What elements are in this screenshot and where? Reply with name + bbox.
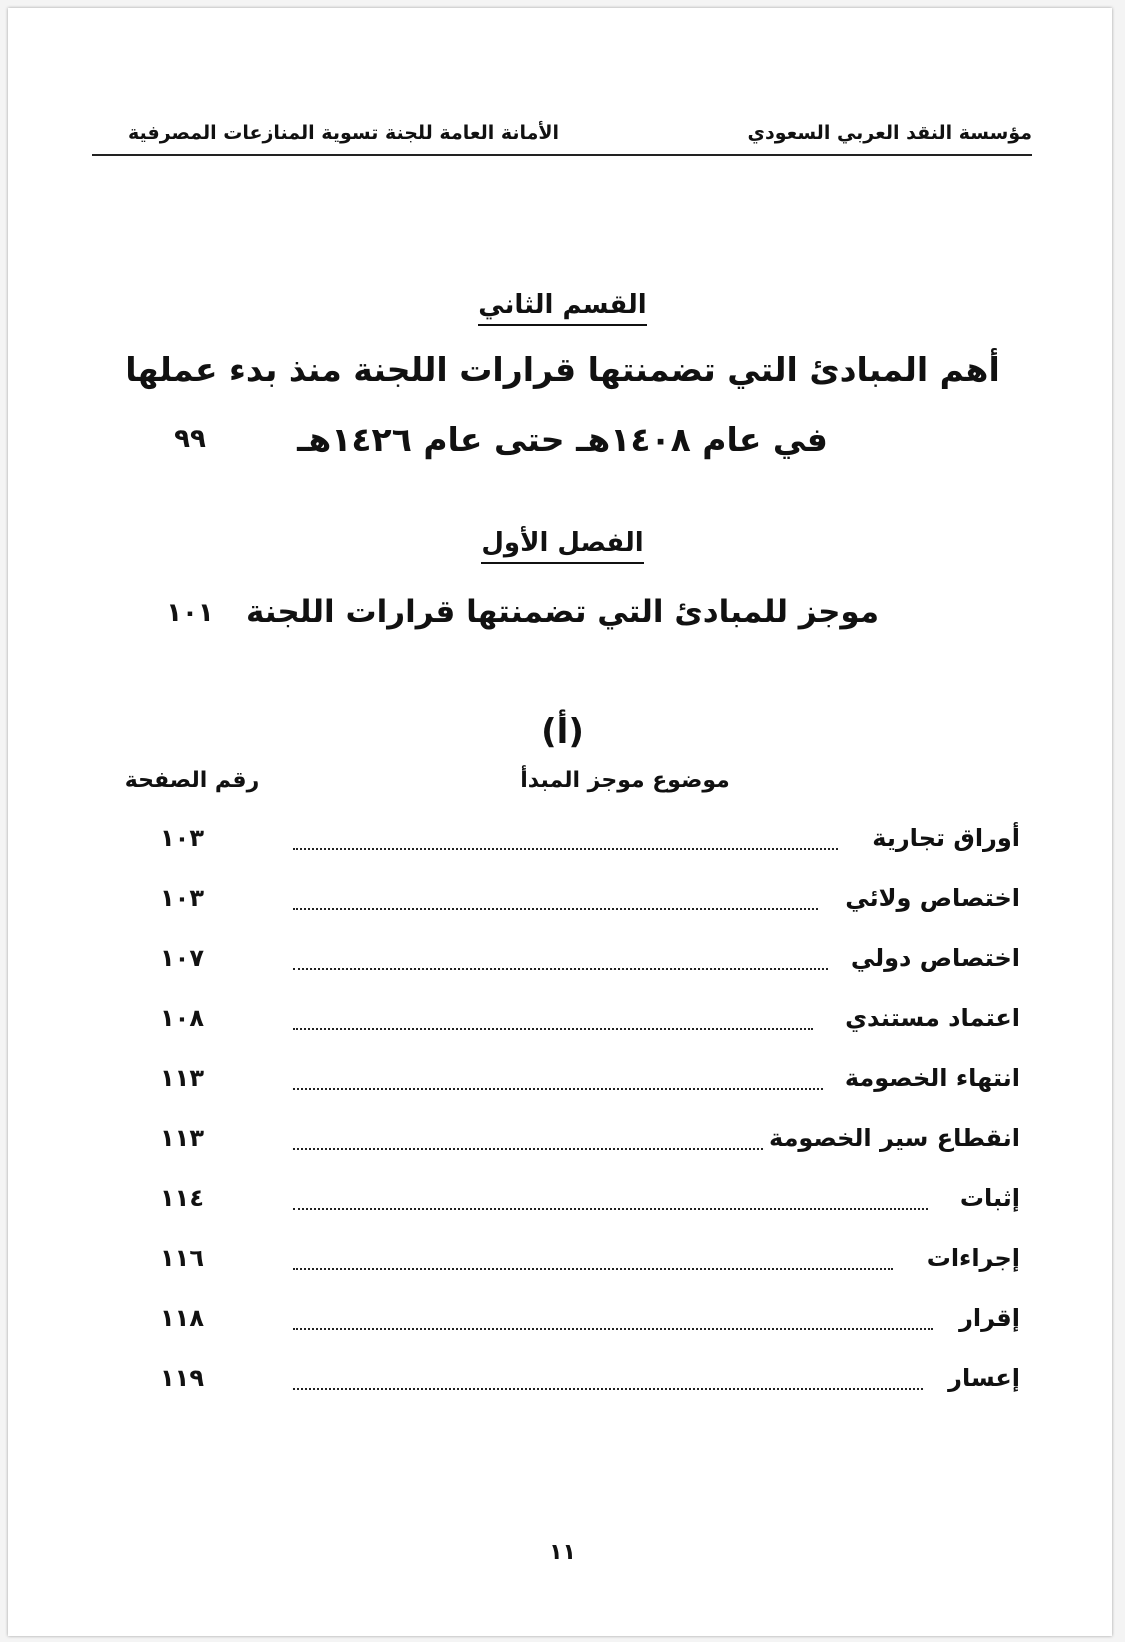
dot-leader: [293, 1028, 813, 1030]
toc-item-topic: انتهاء الخصومة: [844, 1064, 1020, 1092]
toc-item-topic: إقرار: [959, 1304, 1020, 1332]
toc-item-page: ١١٤: [160, 1184, 204, 1212]
dot-leader: [293, 1088, 823, 1090]
dot-leader: [293, 1388, 923, 1390]
section-title-line-2: في عام ١٤٠٨هـ حتى عام ١٤٢٦هـ: [297, 420, 828, 459]
section-page-number: ٩٩: [174, 424, 206, 454]
toc-item-topic: إجراءات: [926, 1244, 1020, 1272]
toc-item[interactable]: [120, 1362, 1020, 1402]
toc-item[interactable]: [120, 1302, 1020, 1342]
footer-page-number: ١١: [549, 1540, 576, 1565]
toc-item[interactable]: [120, 942, 1020, 982]
chapter-label: [0, 528, 1125, 558]
dot-leader: [293, 1208, 928, 1210]
toc-item[interactable]: [120, 882, 1020, 922]
toc-item[interactable]: [120, 1062, 1020, 1102]
toc-item-page: ١١٦: [160, 1244, 204, 1272]
toc-item-topic: اختصاص ولائي: [845, 884, 1020, 912]
section-title-line-1: أهم المبادئ التي تضمنتها قرارات اللجنة منذ بدء عملها: [125, 350, 1000, 389]
toc-item-topic: أوراق تجارية: [872, 824, 1020, 852]
dot-leader: [293, 1268, 893, 1270]
group-letter: (أ): [541, 712, 584, 752]
dot-leader: [293, 848, 838, 850]
chapter-title: موجز للمبادئ التي تضمنتها قرارات اللجنة: [245, 594, 880, 630]
toc-item-topic: إثبات: [959, 1184, 1020, 1212]
page-column-header: رقم الصفحة: [124, 768, 260, 793]
dot-leader: [293, 1148, 763, 1150]
toc-item[interactable]: [120, 1242, 1020, 1282]
toc-item-page: ١١٩: [160, 1364, 204, 1392]
chapter-page-number: ١٠١: [166, 598, 214, 628]
toc-item[interactable]: [120, 1002, 1020, 1042]
chapter-label-text: الفصل الأول: [481, 528, 643, 564]
toc-item-page: ١١٨: [160, 1304, 204, 1332]
header-publisher: مؤسسة النقد العربي السعودي: [747, 122, 1032, 144]
toc-item-page: ١٠٣: [160, 824, 204, 852]
toc-item-topic: انقطاع سير الخصومة: [769, 1124, 1020, 1152]
toc-item-topic: اختصاص دولي: [850, 944, 1020, 972]
toc-item-page: ١٠٣: [160, 884, 204, 912]
toc-item-page: ١١٣: [160, 1124, 204, 1152]
dot-leader: [293, 1328, 933, 1330]
toc-item[interactable]: [120, 1182, 1020, 1222]
section-label-text: القسم الثاني: [478, 290, 646, 326]
header-secretariat: الأمانة العامة للجنة تسوية المنازعات المصرفية: [128, 122, 560, 144]
dot-leader: [293, 968, 828, 970]
toc-item[interactable]: [120, 1122, 1020, 1162]
topic-column-header: موضوع موجز المبدأ: [520, 768, 730, 793]
section-label: [0, 290, 1125, 320]
dot-leader: [293, 908, 818, 910]
toc-item-page: ١١٣: [160, 1064, 204, 1092]
toc-item-page: ١٠٧: [160, 944, 204, 972]
page-header: [92, 118, 1032, 156]
toc-item-page: ١٠٨: [160, 1004, 204, 1032]
toc-item[interactable]: [120, 822, 1020, 862]
toc-item-topic: إعسار: [948, 1364, 1020, 1392]
toc-item-topic: اعتماد مستندي: [845, 1004, 1020, 1032]
